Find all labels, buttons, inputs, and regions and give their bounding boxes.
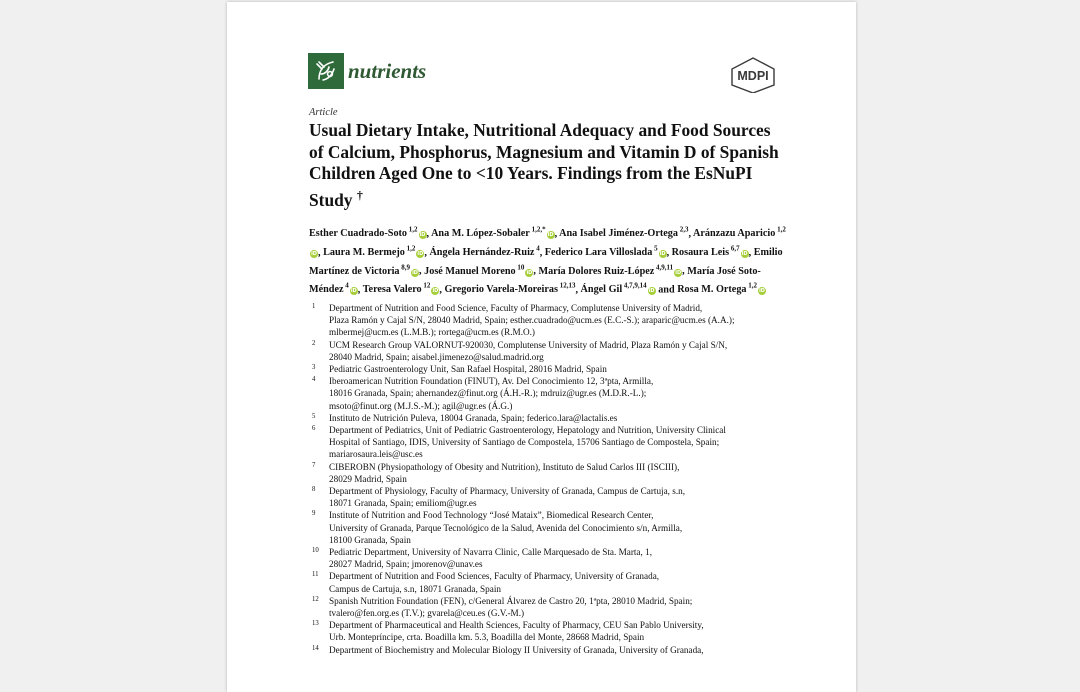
author-affiliation-marks: 4,9,11 xyxy=(654,263,674,272)
orcid-icon[interactable]: iD xyxy=(412,269,418,276)
affiliation-text: Iberoamerican Nutrition Foundation (FINUT), Av. Del Conocimiento 12, 3ªpta, Armilla, 18016 Granada, Spain; ahernandez@finut.org (Á.H.-R.); mdruiz@ugr.es (M.D.R.-L.); msoto@finut.org (M.J.S.-M.); agil@ugr.es (Á.G.) xyxy=(329,376,654,411)
publisher-logo xyxy=(729,57,777,98)
affiliation xyxy=(309,644,789,656)
author-separator: , xyxy=(554,228,560,240)
author-separator: , xyxy=(539,246,545,258)
author-name: Laura M. Bermejo xyxy=(323,246,405,258)
author xyxy=(424,263,533,277)
author-name: Federico Lara Villoslada xyxy=(544,246,653,258)
affiliation-number: 1 xyxy=(312,303,316,310)
author-name: Gregorio Varela-Moreiras xyxy=(444,284,558,296)
author-affiliation-marks: 1,2 xyxy=(746,281,758,290)
author xyxy=(671,244,749,258)
author xyxy=(444,281,576,296)
author-affiliation-marks: 8,9 xyxy=(399,263,411,272)
author-affiliation-marks: 10 xyxy=(515,263,525,272)
author-name: Ana M. López-Sobaler xyxy=(431,228,530,240)
author-affiliation-marks: 6,7 xyxy=(729,244,740,253)
affiliation-text: UCM Research Group VALORNUT-920030, Complutense University of Madrid, Plaza Ramón y Cajal S/N, 28040 Madrid, Spain; aisabel.jimenezo@salud.madrid.org xyxy=(329,339,728,362)
author-affiliation-marks: 1,2,* xyxy=(529,226,546,234)
paper-title xyxy=(309,120,789,211)
affiliation xyxy=(309,424,789,461)
author-list xyxy=(309,223,789,297)
author xyxy=(538,263,682,277)
affiliation-text: Department of Nutrition and Food Sciences, Faculty of Pharmacy, University of Granada, Campus de Cartuja, s.n, 18071 Granada, Spain xyxy=(329,571,660,594)
affiliation-number: 13 xyxy=(312,620,319,628)
affiliation-number: 9 xyxy=(312,510,316,518)
author-affiliation-marks: 12 xyxy=(421,281,431,290)
author-name: Emilio Martínez de Victoria xyxy=(309,246,783,277)
author-separator: , xyxy=(666,246,672,258)
author-separator: , xyxy=(318,246,324,258)
affiliation-number: 12 xyxy=(312,595,319,603)
publisher-name: MDPI xyxy=(737,69,769,83)
orcid-icon[interactable]: iD xyxy=(432,288,439,295)
author-name: Aránzazu Aparicio xyxy=(692,228,776,240)
article-type: Article xyxy=(309,107,338,118)
affiliation-number: 2 xyxy=(312,339,316,347)
affiliation-number: 4 xyxy=(312,376,316,384)
affiliation xyxy=(309,595,789,619)
orcid-icon[interactable]: iD xyxy=(419,232,426,239)
author xyxy=(580,281,656,296)
author-name: Ángela Hernández-Ruiz xyxy=(429,246,535,258)
author-name: José Manuel Moreno xyxy=(424,265,516,277)
author-affiliation-marks: 4 xyxy=(534,244,540,253)
author-name: María Dolores Ruiz-López xyxy=(538,265,655,277)
author-name: Teresa Valero xyxy=(362,284,422,296)
author-name: María José Soto-Méndez xyxy=(309,265,761,296)
orcid-icon[interactable]: iD xyxy=(741,250,748,257)
affiliation-text: Institute of Nutrition and Food Technology “José Mataix”, Biomedical Research Center, University of Granada, Parque Tecnológico de la Salud, Avenida del Conocimiento s/n, Armilla, 18100 Granada, Spain xyxy=(329,510,683,545)
author-affiliation-marks: 1,2 xyxy=(404,244,416,253)
author xyxy=(309,228,427,239)
author-affiliation-marks: 4 xyxy=(343,281,349,290)
author xyxy=(431,228,555,239)
affiliation xyxy=(309,302,789,339)
author xyxy=(677,281,766,296)
paper-page xyxy=(227,2,856,692)
affiliation xyxy=(309,412,789,424)
author xyxy=(429,244,540,258)
orcid-icon[interactable]: iD xyxy=(659,250,666,257)
affiliation-text: Pediatric Department, University of Navarra Clinic, Calle Marquesado de Sta. Marta, 1, 28027 Madrid, Spain; jmorenov@unav.es xyxy=(329,547,652,570)
author-name: Esther Cuadrado-Soto xyxy=(309,228,408,240)
author xyxy=(362,281,440,296)
author-name: Rosa M. Ortega xyxy=(677,284,747,296)
affiliation-number: 5 xyxy=(312,412,316,420)
author-name: Ángel Gil xyxy=(580,284,623,296)
affiliation-text: Department of Nutrition and Food Science, Faculty of Pharmacy, Complutense University of Madrid, Plaza Ramón y Cajal S/N, 28040 Madrid, Spain; esther.cuadrado@ucm.es (E.C.-S.); araparic@ucm.es (A.A.); mlbermej@ucm.es (L.M.B.); rortega@ucm.es (R.M.O.) xyxy=(329,303,735,338)
author-name: Rosaura Leis xyxy=(671,246,730,258)
orcid-icon[interactable]: iD xyxy=(526,269,533,276)
affiliation-text: Department of Pharmaceutical and Health Sciences, Faculty of Pharmacy, CEU San Pablo University, Urb. Montepríncipe, crta. Boadilla km. 5.3, Boadilla del Monte, 28668 Madrid, Spain xyxy=(329,620,704,643)
affiliation-number: 14 xyxy=(312,644,319,652)
affiliation-text: Department of Pediatrics, Unit of Pediatric Gastroenterology, Hepatology and Nutrition, University Clinical Hospital of Santiago, IDIS, University of Santiago de Compostela, 15706 Santiago de Compostela, Spain; mariarosaura.leis@usc.es xyxy=(329,425,726,460)
orcid-icon[interactable]: iD xyxy=(648,288,655,295)
author xyxy=(559,228,688,239)
journal-name: nutrients xyxy=(348,58,427,83)
author-separator: , xyxy=(426,228,432,240)
affiliation-number: 11 xyxy=(312,571,319,579)
orcid-icon[interactable]: iD xyxy=(675,269,682,276)
author-separator: , xyxy=(424,246,430,258)
title-footnote-mark: † xyxy=(356,187,363,202)
author-affiliation-marks: 1,2 xyxy=(407,226,418,234)
author-affiliation-marks: 5 xyxy=(652,244,658,253)
author-separator: , xyxy=(533,265,539,277)
paper-title-text: Usual Dietary Intake, Nutritional Adequacy and Food Sources of Calcium, Phosphorus, Magnesium and Vitamin D of Spanish Children Aged One to <10 Years. Findings from the EsNuPI Study xyxy=(309,120,779,210)
affiliation-list xyxy=(309,302,789,656)
affiliation-number: 7 xyxy=(312,461,316,469)
affiliation xyxy=(309,461,789,485)
author-separator: , xyxy=(439,284,445,296)
journal-logo-icon xyxy=(308,53,344,89)
affiliation-text: Instituto de Nutrición Puleva, 18004 Granada, Spain; federico.lara@lactalis.es xyxy=(329,412,618,423)
affiliation-text: Department of Biochemistry and Molecular Biology II University of Granada, University of Granada, xyxy=(329,644,704,655)
author-separator: , xyxy=(575,284,581,296)
affiliation xyxy=(309,485,789,509)
affiliation-text: Pediatric Gastroenterology Unit, San Rafael Hospital, 28016 Madrid, Spain xyxy=(329,364,607,375)
affiliation xyxy=(309,339,789,363)
affiliation-text: Department of Physiology, Faculty of Pharmacy, University of Granada, Campus de Cartuja, s.n, 18071 Granada, Spain; emiliom@ugr.es xyxy=(329,486,686,509)
affiliation xyxy=(309,363,789,375)
author xyxy=(544,244,667,258)
author-affiliation-marks: 2,3 xyxy=(677,226,689,234)
author-separator: , xyxy=(748,246,754,258)
author-separator: and xyxy=(655,284,678,296)
author-affiliation-marks: 1,2 xyxy=(775,226,786,234)
affiliation xyxy=(309,509,789,546)
author-affiliation-marks: 12,13 xyxy=(557,281,576,290)
affiliation xyxy=(309,619,789,643)
affiliation-number: 8 xyxy=(312,486,316,494)
orcid-icon[interactable]: iD xyxy=(350,288,357,295)
affiliation-number: 6 xyxy=(312,425,316,433)
author-name: Ana Isabel Jiménez-Ortega xyxy=(559,228,678,240)
author-separator: , xyxy=(688,228,693,240)
author-separator: , xyxy=(419,265,425,277)
orcid-icon[interactable]: iD xyxy=(417,250,424,257)
affiliation xyxy=(309,375,789,412)
author-separator: , xyxy=(682,265,688,277)
affiliation xyxy=(309,546,789,570)
orcid-icon[interactable]: iD xyxy=(311,250,317,257)
journal-logo xyxy=(308,53,426,89)
affiliation-text: Spanish Nutrition Foundation (FEN), c/General Álvarez de Castro 20, 1ªpta, 28010 Madrid, Spain; tvalero@fen.org.es (T.V.); gvarela@ceu.es (G.V.-M.) xyxy=(329,595,693,619)
affiliation xyxy=(309,570,789,594)
author-affiliation-marks: 4,7,9,14 xyxy=(622,281,647,290)
orcid-icon[interactable]: iD xyxy=(547,232,554,239)
mdpi-logo-icon xyxy=(729,57,777,93)
affiliation-text: CIBEROBN (Physiopathology of Obesity and Nutrition), Instituto de Salud Carlos III (ISCIII), 28029 Madrid, Spain xyxy=(329,461,680,484)
affiliation-number: 3 xyxy=(312,364,316,372)
author xyxy=(323,244,424,258)
affiliation-number: 10 xyxy=(312,547,319,555)
author-separator: , xyxy=(357,284,363,296)
orcid-icon[interactable]: iD xyxy=(759,288,765,295)
